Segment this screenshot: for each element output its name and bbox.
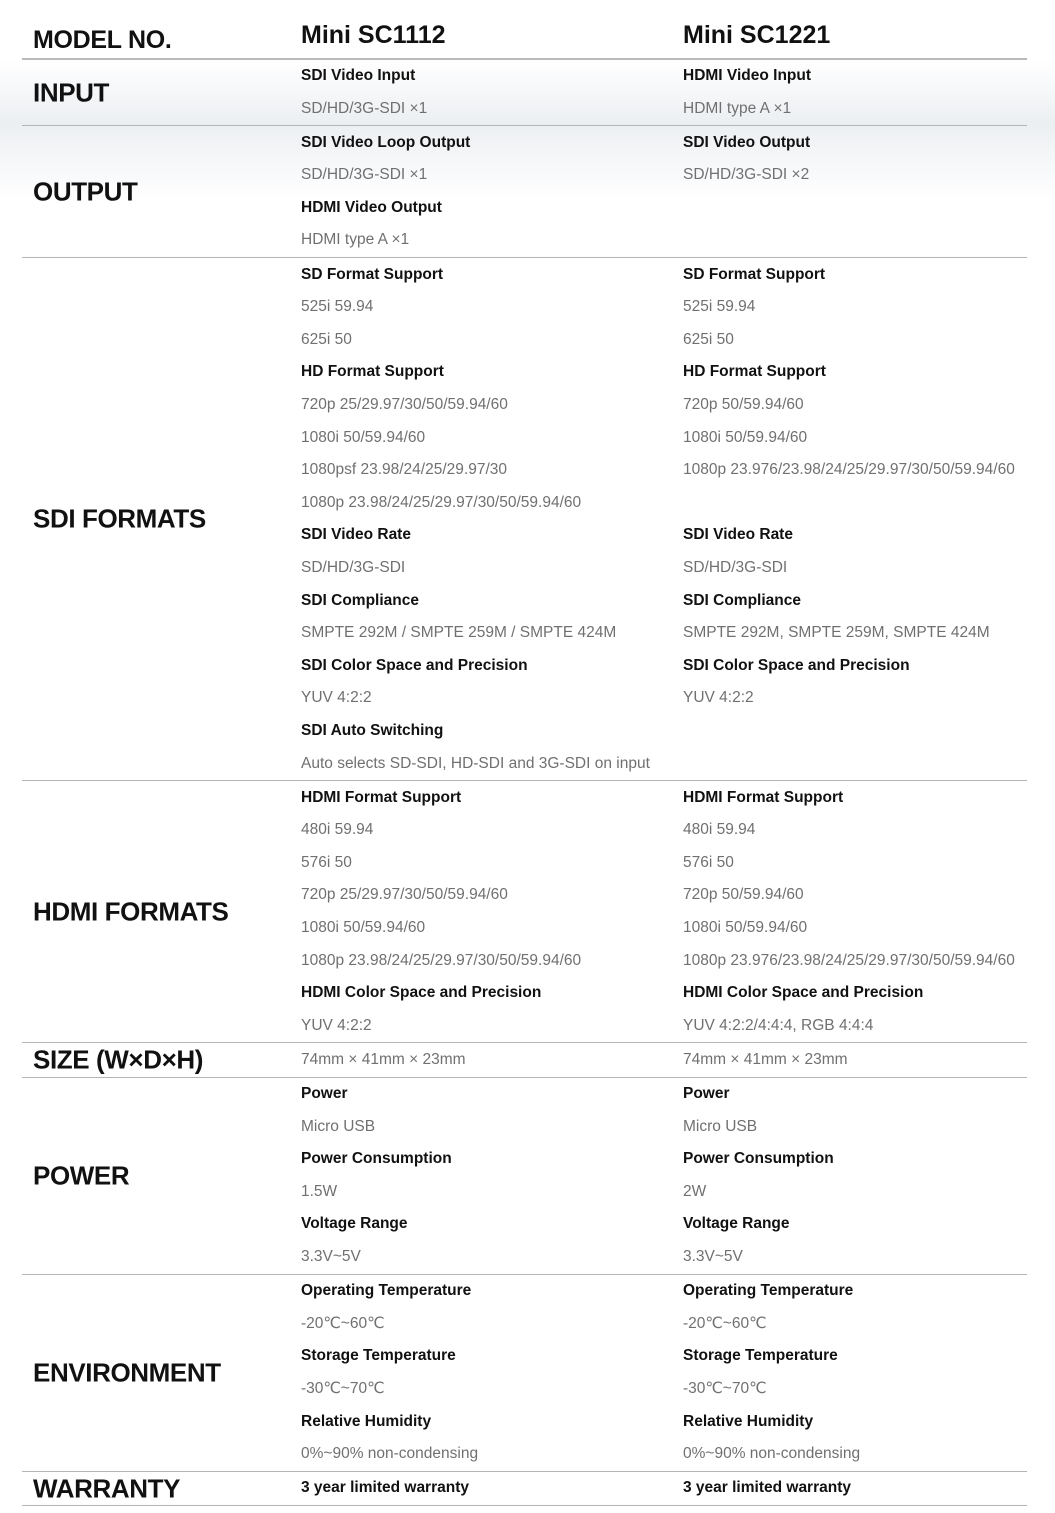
model-name-sc1112: Mini SC1112 [301,21,446,49]
spec-heading: Operating Temperature [683,1282,854,1300]
spec-value: YUV 4:2:2 [301,689,372,707]
spec-value: 0%~90% non-condensing [683,1445,861,1463]
spec-value: 525i 59.94 [683,298,756,316]
spec-value: 1080p 23.976/23.98/24/25/29.97/30/50/59.94/60 [683,951,1015,969]
spec-value: -20℃~60℃ [301,1314,385,1332]
sc1221-column [683,1472,851,1505]
spec-value: 1080i 50/59.94/60 [683,919,808,937]
spec-section [22,60,1027,126]
spec-heading: SDI Color Space and Precision [683,656,910,674]
section-label: WARRANTY [33,1473,181,1504]
spec-value: -30℃~70℃ [301,1379,385,1397]
spec-heading: Power [301,1085,348,1103]
section-label: OUTPUT [33,176,138,207]
spec-value: Micro USB [301,1117,376,1135]
spec-value: 1080p 23.98/24/25/29.97/30/50/59.94/60 [301,493,582,511]
spec-value: 3.3V~5V [683,1248,743,1266]
spec-heading: Operating Temperature [301,1282,472,1300]
spec-heading: Relative Humidity [683,1412,814,1430]
spec-value [683,487,1015,520]
spec-heading: SDI Compliance [301,591,419,609]
spec-heading: Power Consumption [301,1150,452,1168]
spec-section [22,1472,1027,1506]
spec-value: 720p 25/29.97/30/50/59.94/60 [301,395,508,413]
spec-value: 480i 59.94 [301,821,374,839]
spec-heading: HDMI Format Support [683,788,844,806]
spec-value: 576i 50 [301,853,352,871]
section-label: SIZE (W×D×H) [33,1044,203,1075]
sc1112-column [301,782,581,1043]
spec-value: 576i 50 [683,853,734,871]
section-label: POWER [33,1160,130,1191]
spec-value: 0%~90% non-condensing [301,1445,479,1463]
spec-value: HDMI type A ×1 [301,231,410,249]
sc1221-column [683,60,811,125]
spec-heading: Relative Humidity [301,1412,432,1430]
spec-value: 625i 50 [683,330,734,348]
spec-section [22,259,1027,782]
model-header [22,18,1027,60]
sc1221-column [683,259,1015,715]
spec-value: SD/HD/3G-SDI ×1 [301,166,428,184]
section-label: ENVIRONMENT [33,1357,221,1388]
spec-value: 625i 50 [301,330,352,348]
sc1112-column [301,60,427,125]
spec-value: 720p 50/59.94/60 [683,395,804,413]
spec-value: SMPTE 292M / SMPTE 259M / SMPTE 424M [301,624,617,642]
spec-section [22,1078,1027,1275]
spec-heading: HD Format Support [301,363,444,381]
spec-value: 2W [683,1182,707,1200]
spec-value: 74mm × 41mm × 23mm [301,1051,466,1068]
model-no-label: MODEL NO. [33,26,172,54]
spec-value: SMPTE 292M, SMPTE 259M, SMPTE 424M [683,624,990,642]
spec-value: SD/HD/3G-SDI ×2 [683,166,810,184]
spec-heading: Power Consumption [683,1150,834,1168]
spec-value: 720p 50/59.94/60 [683,886,804,904]
section-label: SDI FORMATS [33,503,206,534]
spec-heading: SDI Video Rate [683,526,793,544]
spec-heading: Voltage Range [683,1215,790,1233]
spec-value: 525i 59.94 [301,298,374,316]
sc1221-column [683,1044,848,1077]
spec-heading: HDMI Video Input [683,67,812,84]
spec-section [22,1275,1027,1472]
spec-value: -30℃~70℃ [683,1379,767,1397]
spec-heading: Storage Temperature [683,1347,838,1365]
sc1112-column [301,1275,478,1471]
spec-heading: Voltage Range [301,1215,408,1233]
model-name-sc1221: Mini SC1221 [683,21,831,49]
spec-heading: HDMI Color Space and Precision [683,984,924,1002]
spec-section [22,127,1027,258]
spec-value: -20℃~60℃ [683,1314,767,1332]
spec-heading: SDI Auto Switching [301,721,444,739]
spec-value: SD/HD/3G-SDI ×1 [301,99,428,117]
spec-value: 720p 25/29.97/30/50/59.94/60 [301,886,508,904]
spec-value: YUV 4:2:2/4:4:4, RGB 4:4:4 [683,1016,874,1034]
spec-value: 1080psf 23.98/24/25/29.97/30 [301,461,507,479]
spec-heading: SD Format Support [683,265,826,283]
spec-heading: HD Format Support [683,363,826,381]
sc1112-column [301,1044,466,1077]
spec-value: YUV 4:2:2 [683,689,754,707]
spec-heading: SDI Color Space and Precision [301,656,528,674]
spec-heading: SDI Video Loop Output [301,133,471,151]
spec-heading: SDI Video Input [301,67,416,84]
spec-section [22,1044,1027,1078]
spec-heading: Power [683,1085,730,1103]
spec-value: SD/HD/3G-SDI [683,558,788,576]
sc1112-column [301,127,470,257]
spec-value: YUV 4:2:2 [301,1016,372,1034]
spec-heading: HDMI Video Output [301,198,442,216]
sc1112-column [301,1472,469,1505]
spec-value: 1080p 23.976/23.98/24/25/29.97/30/50/59.94/60 [683,461,1015,479]
spec-value: 1080p 23.98/24/25/29.97/30/50/59.94/60 [301,951,582,969]
spec-heading: 3 year limited warranty [683,1479,851,1497]
spec-heading: SD Format Support [301,265,444,283]
spec-heading: HDMI Format Support [301,788,462,806]
spec-heading: Storage Temperature [301,1347,456,1365]
spec-heading: HDMI Color Space and Precision [301,984,542,1002]
spec-section [22,782,1027,1044]
spec-value: 1080i 50/59.94/60 [301,428,426,446]
spec-heading: SDI Video Rate [301,526,411,544]
sc1221-column [683,1078,834,1274]
spec-value: HDMI type A ×1 [683,99,792,117]
spec-value: 3.3V~5V [301,1248,361,1266]
spec-heading: SDI Video Output [683,133,811,151]
section-label: HDMI FORMATS [33,896,229,927]
spec-value: 1080i 50/59.94/60 [301,919,426,937]
sc1112-column [301,259,650,781]
spec-heading: SDI Compliance [683,591,801,609]
spec-value: 1080i 50/59.94/60 [683,428,808,446]
sc1221-column [683,782,1015,1043]
spec-value: Auto selects SD-SDI, HD-SDI and 3G-SDI on input [301,754,650,772]
spec-value: 74mm × 41mm × 23mm [683,1051,848,1068]
sc1221-column [683,1275,860,1471]
spec-value: 1.5W [301,1182,338,1200]
spec-value: SD/HD/3G-SDI [301,558,406,576]
spec-heading: 3 year limited warranty [301,1479,469,1497]
section-label: INPUT [33,77,110,108]
sc1221-column [683,127,810,192]
spec-value: 480i 59.94 [683,821,756,839]
sc1112-column [301,1078,452,1274]
spec-value: Micro USB [683,1117,758,1135]
